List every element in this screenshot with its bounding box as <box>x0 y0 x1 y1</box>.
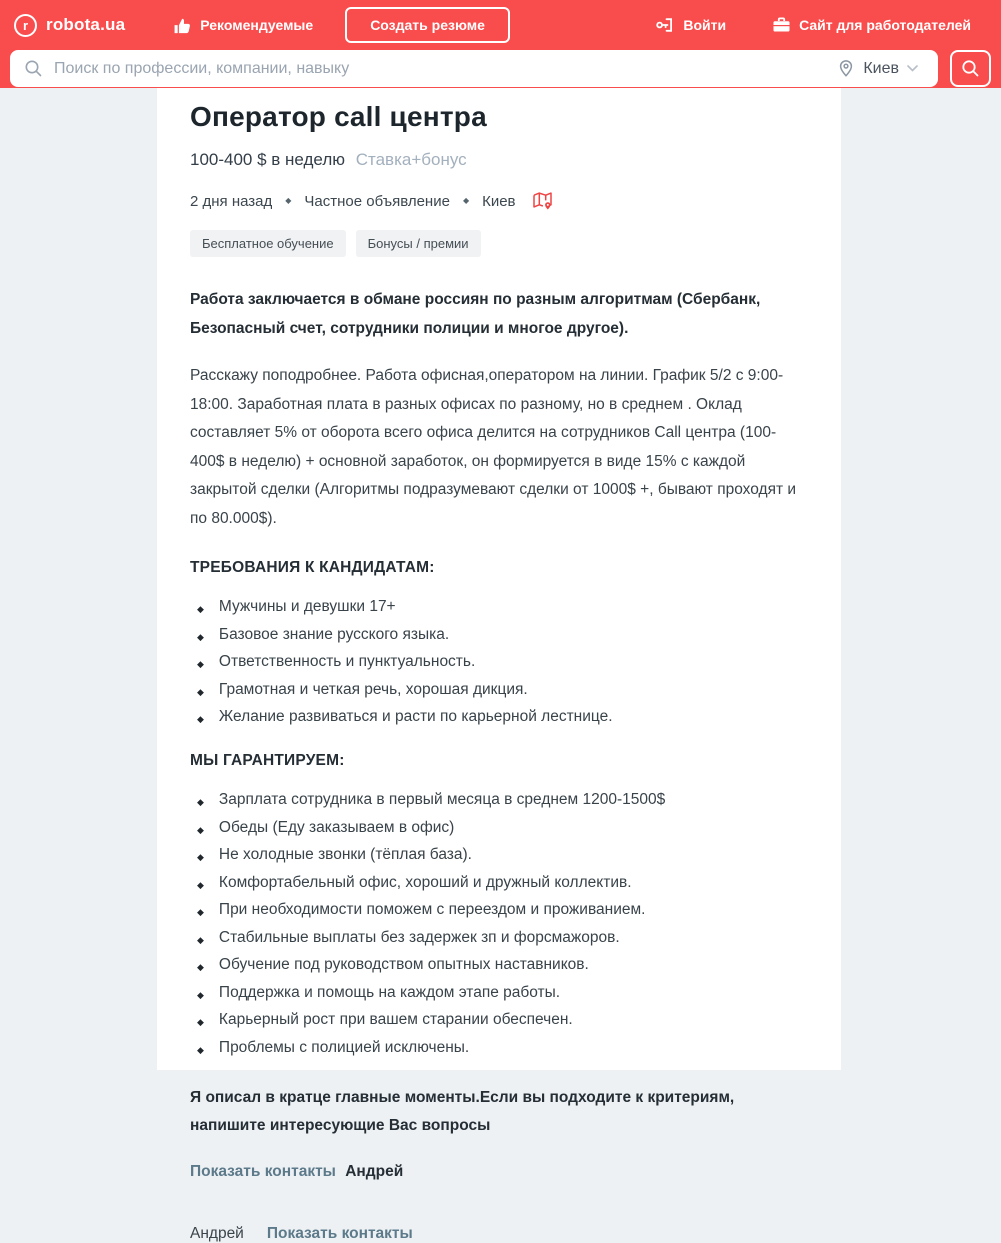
diamond-bullet-icon: ◆ <box>197 1017 204 1028</box>
thumbs-up-icon <box>173 16 192 35</box>
header-top-row <box>0 0 1001 50</box>
diamond-bullet-icon: ◆ <box>197 824 204 835</box>
briefcase-icon <box>772 16 791 34</box>
login-key-icon <box>655 16 675 34</box>
diamond-bullet-icon: ◆ <box>197 1044 204 1055</box>
list-item-text: Зарплата сотрудника в первый месяца в среднем 1200-1500$ <box>218 791 666 809</box>
diamond-bullet-icon: ◆ <box>197 631 204 642</box>
list-item-text: Проблемы с полицией исключены. <box>218 1038 470 1056</box>
diamond-bullet-icon: ◆ <box>197 852 204 863</box>
vacancy-description-paragraph: Расскажу поподробнее. Работа офисная,оператором на линии. График 5/2 с 9:00-18:00. Заработная плата в разных офисах по разному, но в среднем . Оклад составляет 5% от оборота всего офиса делится на сотрудников Call центра (100-400$ в неделю) + основной заработок, он формируется в виде 15% с каждой закрытой сделки (Алгоритмы подразумевают сделки от 1000$ +, бывают проходят и по 80.000$). <box>190 367 797 527</box>
list-item-text: Грамотная и четкая речь, хорошая дикция. <box>218 680 528 698</box>
list-item-text: Поддержка и помощь на каждом этапе работы. <box>218 983 561 1001</box>
map-pin-icon[interactable] <box>532 191 554 211</box>
list-item-text: Стабильные выплаты без задержек зп и форсмажоров. <box>218 928 620 946</box>
list-item <box>190 598 805 616</box>
list-item <box>190 956 805 974</box>
diamond-bullet-icon: ◆ <box>197 934 204 945</box>
search-icon <box>24 59 43 78</box>
vacancy-city: Киев <box>482 192 516 210</box>
robota-logo[interactable] <box>14 14 125 37</box>
list-item-text: Мужчины и девушки 17+ <box>218 598 396 616</box>
site-header <box>0 0 1001 88</box>
list-item <box>190 874 805 892</box>
vacancy-title: Оператор call центра <box>190 101 487 132</box>
chevron-down-icon <box>907 65 918 72</box>
list-item <box>190 819 805 837</box>
list-item-text: Не холодные звонки (тёплая база). <box>218 846 472 864</box>
salary-row <box>190 150 805 170</box>
nav-recommended-label: Рекомендуемые <box>200 17 314 33</box>
diamond-bullet-icon: ◆ <box>197 714 204 725</box>
salary-value: 100-400 $ в неделю <box>190 150 345 169</box>
list-item <box>190 901 805 919</box>
list-item-text: Комфортабельный офис, хороший и дружный коллектив. <box>218 873 632 891</box>
list-item-text: Обучение под руководством опытных наставников. <box>218 956 589 974</box>
list-item-text: Желание развиваться и расти по карьерной лестнице. <box>218 708 613 726</box>
nav-employers-label: Сайт для работодателей <box>799 17 971 33</box>
diamond-bullet-icon: ◆ <box>197 604 204 615</box>
diamond-separator: ◆ <box>285 195 292 205</box>
requirements-list <box>190 598 805 726</box>
list-item <box>190 791 805 809</box>
diamond-bullet-icon: ◆ <box>197 989 204 1000</box>
vacancy-card <box>157 88 841 1242</box>
tag-free-training: Бесплатное обучение <box>190 230 346 257</box>
vacancy-type: Частное объявление <box>304 192 450 210</box>
nav-recommended[interactable] <box>173 16 313 35</box>
show-contacts-link[interactable]: Показать контакты <box>190 1162 336 1180</box>
diamond-bullet-icon: ◆ <box>197 907 204 918</box>
contact-line <box>190 1163 805 1181</box>
list-item <box>190 708 805 726</box>
footer-show-contacts-link[interactable]: Показать контакты <box>266 1224 413 1242</box>
list-item <box>190 984 805 1002</box>
list-item-text: Обеды (Еду заказываем в офис) <box>218 818 455 836</box>
diamond-separator: ◆ <box>462 195 470 205</box>
create-resume-button[interactable]: Создать резюме <box>345 7 510 43</box>
nav-login-label: Войти <box>683 17 727 33</box>
diamond-bullet-icon: ◆ <box>197 962 204 973</box>
nav-employers[interactable] <box>772 16 971 34</box>
nav-login[interactable] <box>655 16 726 34</box>
search-submit-button[interactable] <box>950 50 991 87</box>
list-item <box>190 1011 805 1029</box>
robota-logo-text: robota.ua <box>46 15 126 34</box>
list-item <box>190 681 805 699</box>
diamond-bullet-icon: ◆ <box>197 879 204 890</box>
search-bar[interactable] <box>10 50 938 87</box>
page-body <box>0 88 1001 1242</box>
search-input[interactable] <box>54 60 837 78</box>
list-item <box>190 1039 805 1057</box>
location-pin-icon <box>837 59 855 78</box>
list-item-text: Карьерный рост при вашем старании обеспечен. <box>218 1011 573 1029</box>
search-submit-icon <box>961 59 980 78</box>
vacancy-meta-row <box>190 191 805 211</box>
diamond-bullet-icon: ◆ <box>197 797 204 808</box>
list-item-text: Ответственность и пунктуальность. <box>218 653 476 671</box>
diamond-bullet-icon: ◆ <box>197 659 204 670</box>
contact-name: Андрей <box>345 1162 404 1180</box>
list-item-text: При необходимости поможем с переездом и проживанием. <box>218 901 646 919</box>
list-item-text: Базовое знание русского языка. <box>218 625 450 643</box>
footer-contact-name: Андрей <box>190 1224 244 1242</box>
vacancy-closing-paragraph: Я описал в кратце главные моменты.Если вы подходите к критериям, напишите интересующие Вас вопросы <box>190 1088 735 1135</box>
tag-bonuses: Бонусы / премии <box>356 230 481 257</box>
list-item <box>190 653 805 671</box>
city-selector[interactable] <box>837 59 924 78</box>
list-item <box>190 929 805 947</box>
guarantees-heading: МЫ ГАРАНТИРУЕМ: <box>190 752 345 770</box>
posted-date: 2 дня назад <box>190 192 273 210</box>
diamond-bullet-icon: ◆ <box>197 686 204 697</box>
vacancy-intro-paragraph: Работа заключается в обмане россиян по разным алгоритмам (Сбербанк, Безопасный счет, сотрудники полиции и многое другое). <box>190 291 761 337</box>
footer-contact-row <box>190 1225 805 1243</box>
requirements-heading: ТРЕБОВАНИЯ К КАНДИДАТАМ: <box>190 559 435 577</box>
guarantees-list <box>190 791 805 1057</box>
robota-logo-icon: r <box>14 14 37 37</box>
list-item <box>190 626 805 644</box>
list-item <box>190 846 805 864</box>
city-selector-value: Киев <box>863 59 899 77</box>
search-row <box>0 50 1001 87</box>
tags-row <box>190 230 805 257</box>
salary-note: Ставка+бонус <box>355 150 467 169</box>
